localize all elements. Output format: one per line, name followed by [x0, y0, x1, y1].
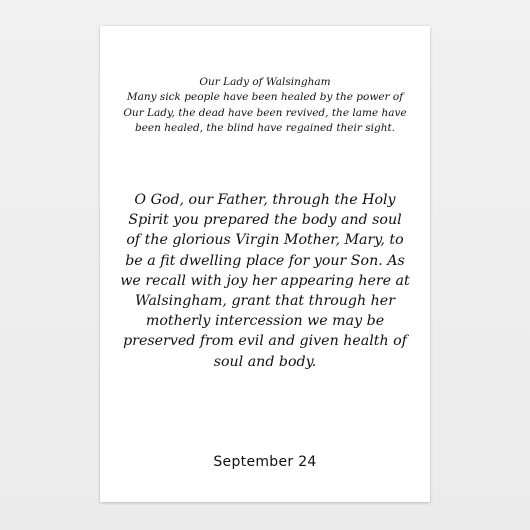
prayer-line: Spirit you prepared the body and soul [128, 212, 402, 229]
prayer-text [100, 190, 430, 372]
prayer-line: preserved from evil and given health of [123, 333, 407, 350]
prayer-line: O God, our Father, through the Holy [134, 192, 396, 208]
card-title: Our Lady of Walsingham [199, 76, 331, 88]
prayer-line: we recall with joy her appearing here at [120, 272, 410, 289]
prayer-line: Walsingham, grant that through her [135, 293, 395, 310]
prayer-line: be a fit dwelling place for your Son. As [125, 252, 405, 269]
prayer-line: soul and body. [213, 353, 317, 370]
prayer-line: of the glorious Virgin Mother, Mary, to [126, 232, 404, 249]
prayer-line: motherly intercession we may be [145, 313, 385, 330]
feast-date: September 24 [213, 454, 317, 470]
intro-line: been healed, the blind have regained their sight. [134, 122, 396, 134]
intro-line: Our Lady, the dead have been revived, the lame have [123, 106, 407, 119]
card-header [100, 74, 430, 137]
intro-line: Many sick people have been healed by the power of [126, 91, 404, 103]
prayer-card [100, 26, 430, 502]
